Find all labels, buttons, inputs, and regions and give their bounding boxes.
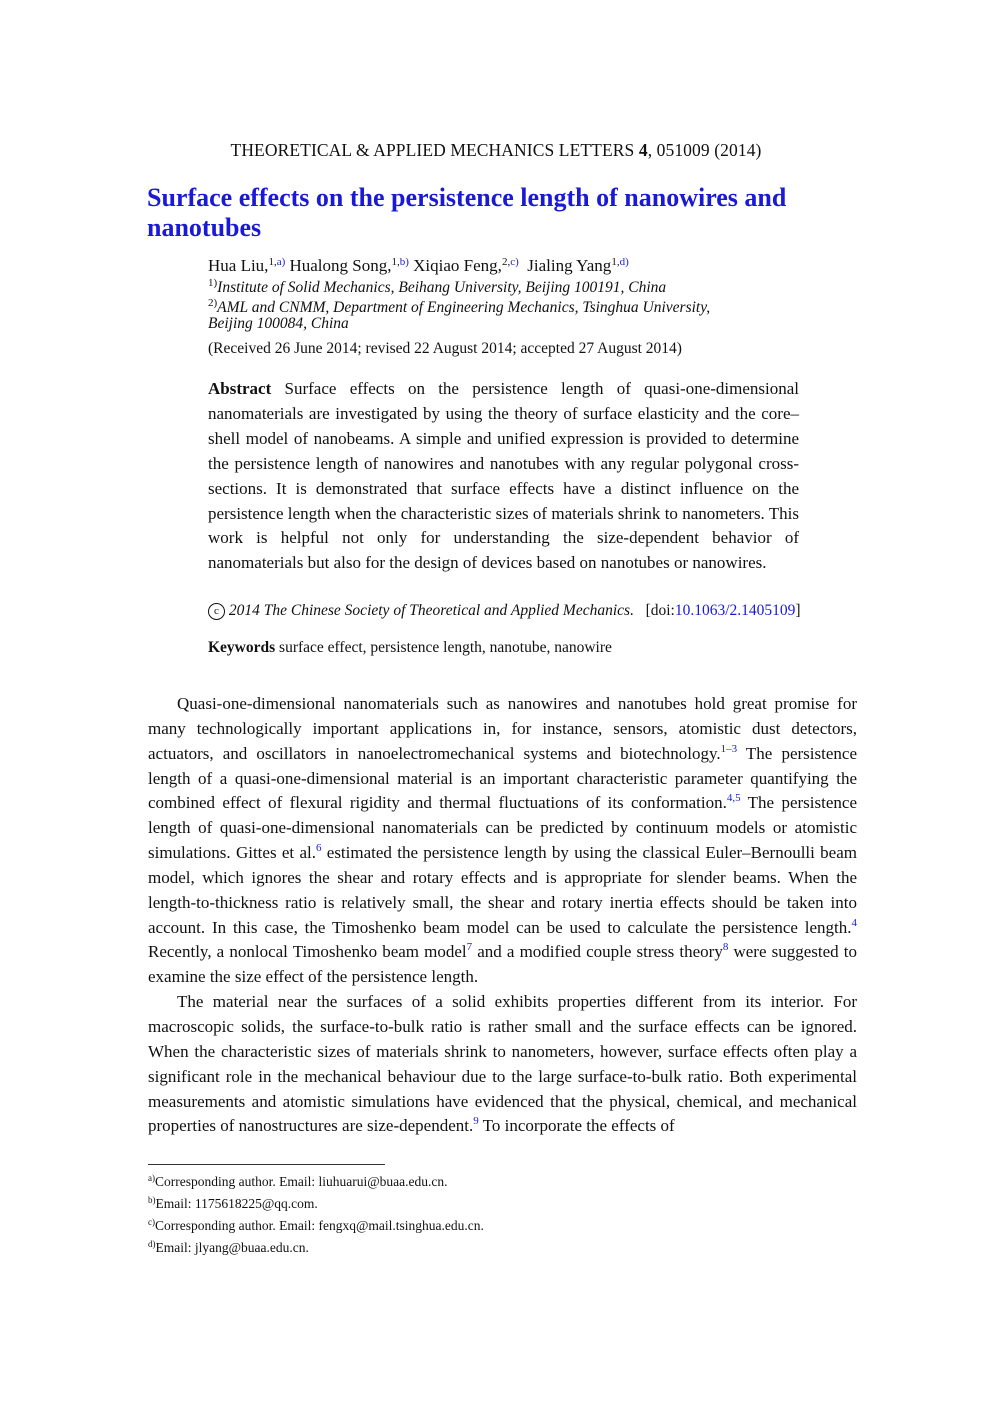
footnote	[148, 1235, 484, 1257]
body-text-run: estimated the persistence length by using the classical Euler–Bernoulli beam model, which ignores the shear and rotary effects and is appropriate for slender beams. When the length-to-thickness ratio is relatively small, the shear and rotary inertia effects should be taken into account. In this case, the Timoshenko beam model can be used to calculate the persistence length.	[148, 843, 857, 937]
author-list	[208, 256, 629, 276]
body-text-run: Recently, a nonlocal Timoshenko beam model	[148, 942, 467, 962]
author-name: Hua Liu,	[208, 256, 269, 275]
paper-title: Surface effects on the persistence length of nanowires and nanotubes	[147, 183, 787, 242]
body-paragraph-1	[148, 692, 857, 990]
citation-link[interactable]: 6	[315, 842, 322, 855]
copyright-text: 2014 The Chinese Society of Theoretical and Applied Mechanics.	[228, 602, 634, 619]
affiliation-mark: 1,	[268, 256, 277, 268]
affiliation-1	[208, 277, 666, 297]
footnotes	[148, 1169, 484, 1257]
copyright-line	[208, 602, 801, 620]
footnote	[148, 1213, 484, 1235]
citation-link[interactable]: 4	[851, 916, 857, 929]
body-paragraph-2	[148, 990, 857, 1139]
body-text-run: and a modified couple stress theory	[472, 942, 723, 962]
footnote	[148, 1191, 484, 1213]
article-info: , 051009 (2014)	[647, 140, 762, 160]
abstract-text: Surface effects on the persistence length of quasi-one-dimensional nanomaterials are investigated by using the theory of surface elasticity and the core–shell model of nanobeams. A simple and unified expression is provided to determine the persistence length of nanowires and nanotubes with any regular polygonal cross-sections. It is demonstrated that surface effects have a distinct influence on the persistence length when the characteristic sizes of materials shrink to nanometers. This work is helpful not only for understanding the size-dependent behavior of nanomaterials but also for the design of devices based on nanotubes or nanowires.	[208, 379, 800, 573]
footnote-mark: d)	[148, 1239, 156, 1249]
journal-volume: 4	[638, 140, 648, 160]
keywords	[208, 639, 612, 657]
author-name: Xiqiao Feng,	[413, 256, 502, 275]
body-text	[148, 692, 857, 1139]
author-name: Jialing Yang	[527, 256, 612, 275]
affiliation-mark: 1,	[391, 256, 400, 268]
citation-link[interactable]: 1–3	[720, 742, 738, 755]
citation-link[interactable]: 8	[722, 941, 729, 954]
doi-link[interactable]: 10.1063/2.1405109	[674, 602, 796, 619]
received-dates: (Received 26 June 2014; revised 22 August 2014; accepted 27 August 2014)	[208, 340, 682, 357]
body-text-run: Quasi-one-dimensional nanomaterials such as nanowires and nanotubes hold great promise for many technologically important applications in, for instance, sensors, atomistic dust detectors, actuators, and oscillators in nanoelectromechanical systems and biotechnology.	[148, 694, 857, 763]
author-note-link[interactable]: a)	[276, 256, 286, 268]
affiliation-2	[208, 297, 710, 317]
body-text-run: were suggested to examine the size effect of the persistence length.	[148, 942, 857, 987]
footnote-mark: c)	[148, 1217, 155, 1227]
affiliation-mark: 2)	[208, 297, 218, 309]
affiliation-2-continued: Beijing 100084, China	[208, 315, 349, 332]
affiliation-text: AML and CNMM, Department of Engineering Mechanics, Tsinghua University,	[217, 299, 711, 316]
keywords-label: Keywords	[208, 639, 276, 656]
footnote	[148, 1169, 484, 1191]
affiliation-mark: 1,	[611, 256, 620, 268]
keywords-text: surface effect, persistence length, nanotube, nanowire	[279, 639, 612, 656]
footnote-mark: a)	[148, 1173, 155, 1183]
author-name: Hualong Song,	[289, 256, 392, 275]
affiliation-mark: 2,	[501, 256, 511, 268]
doi-prefix: [doi:	[645, 602, 675, 619]
citation-link[interactable]: 4,5	[726, 792, 741, 805]
body-text-run: The persistence length of a quasi-one-dimensional material is an important characteristic parameter quantifying the combined effect of flexural rigidity and thermal fluctuations of its conformation.	[148, 743, 857, 813]
citation-link[interactable]: 9	[473, 1115, 479, 1128]
body-text-run: To incorporate the effects of	[478, 1116, 675, 1136]
footnote-text: Email: jlyang@buaa.edu.cn.	[155, 1240, 309, 1255]
journal-header	[0, 140, 992, 161]
copyright-icon: c	[208, 603, 225, 620]
footnote-text: Corresponding author. Email: fengxq@mail.tsinghua.edu.cn.	[155, 1218, 484, 1233]
author-note-link[interactable]: b)	[399, 256, 409, 268]
body-text-run: The persistence length of quasi-one-dimensional nanomaterials can be predicted by continuum models or atomistic simulations. Gittes et al.	[148, 793, 857, 863]
footnote-divider	[148, 1164, 385, 1165]
doi-suffix: ]	[795, 602, 801, 619]
abstract-label: Abstract	[208, 379, 272, 398]
author-note-link[interactable]: d)	[619, 256, 629, 268]
body-text-run: The material near the surfaces of a solid exhibits properties different from its interior. For macroscopic solids, the surface-to-bulk ratio is rather small and the surface effects can be ignored. When the characteristic sizes of materials shrink to nanometers, however, surface effects often play a significant role in the mechanical behaviour due to the large surface-to-bulk ratio. Both experimental measurements and atomistic simulations have evidenced that the physical, chemical, and mechanical properties of nanostructures are size-dependent.	[148, 992, 857, 1136]
citation-link[interactable]: 7	[466, 941, 473, 954]
abstract	[208, 377, 799, 576]
author-note-link[interactable]: c)	[510, 256, 519, 268]
affiliation-mark: 1)	[208, 277, 218, 289]
footnote-text: Corresponding author. Email: liuhuarui@buaa.edu.cn.	[155, 1174, 448, 1189]
footnote-text: Email: 1175618225@qq.com.	[155, 1196, 318, 1211]
affiliation-text: Institute of Solid Mechanics, Beihang University, Beijing 100191, China	[217, 279, 667, 296]
journal-name: THEORETICAL & APPLIED MECHANICS LETTERS	[230, 140, 635, 160]
footnote-mark: b)	[148, 1195, 156, 1205]
